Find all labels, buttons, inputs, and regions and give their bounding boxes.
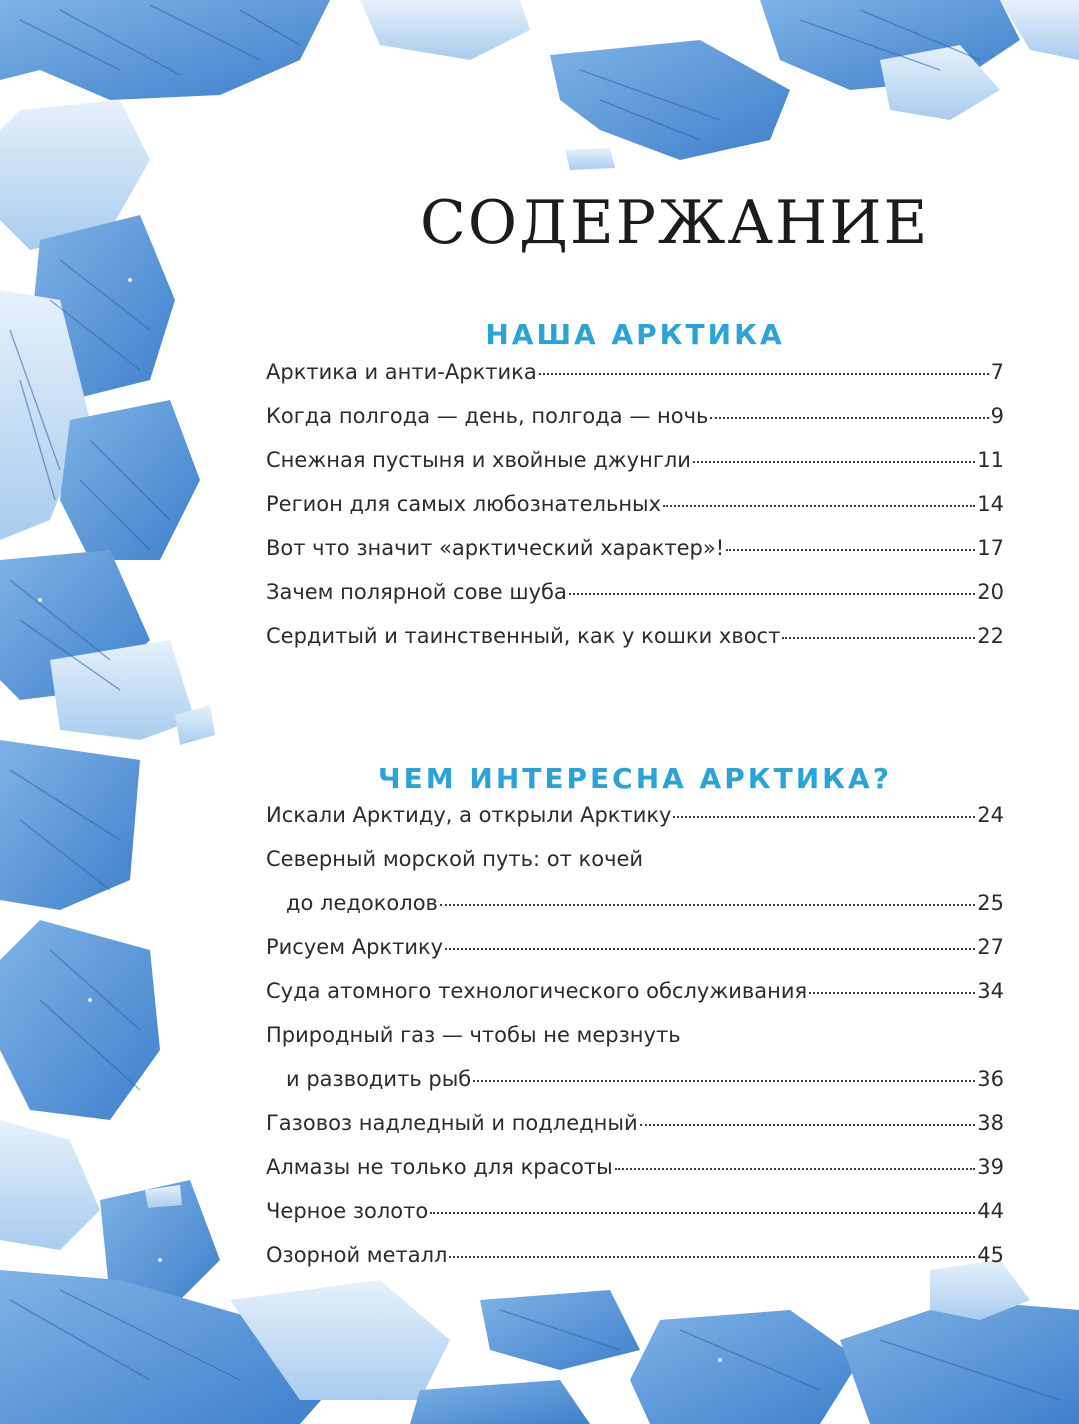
ice-floe <box>0 1120 100 1250</box>
toc-entry-title: Вот что значит «арктический характер»! <box>266 536 725 560</box>
toc-list-our-arctic <box>266 360 1004 668</box>
toc-item[interactable] <box>266 803 1004 847</box>
page-title: СОДЕРЖАНИЕ <box>420 188 930 258</box>
toc-item[interactable] <box>266 1199 1004 1243</box>
toc-entry-title: Когда полгода — день, полгода — ночь <box>266 404 709 428</box>
toc-entry-title: Алмазы не только для красоты <box>266 1155 613 1179</box>
dot-leader <box>449 1256 975 1258</box>
toc-line <box>266 979 1004 1023</box>
dot-leader <box>615 1168 976 1170</box>
dot-leader <box>445 948 975 950</box>
dot-leader <box>663 505 975 507</box>
toc-page-number: 44 <box>977 1199 1004 1223</box>
toc-entry-title: Регион для самых любознательных <box>266 492 662 516</box>
toc-page-number: 20 <box>977 580 1004 604</box>
toc-item[interactable] <box>266 360 1004 404</box>
toc-page-number: 45 <box>977 1243 1004 1267</box>
toc-item[interactable] <box>266 492 1004 536</box>
toc-page-number: 7 <box>990 360 1004 384</box>
toc-entry-title: Природный газ — чтобы не мерзнуть <box>266 1023 681 1047</box>
toc-item[interactable] <box>266 1243 1004 1287</box>
ice-floe <box>630 1310 860 1424</box>
toc-entry-title: Искали Арктиду, а открыли Арктику <box>266 803 672 827</box>
toc-entry-title: Газовоз надледный и подледный <box>266 1111 638 1135</box>
toc-item[interactable] <box>266 404 1004 448</box>
dot-leader <box>473 1080 975 1082</box>
toc-line <box>266 1243 1004 1287</box>
toc-line <box>266 580 1004 624</box>
toc-item[interactable] <box>266 979 1004 1023</box>
toc-line <box>266 492 1004 536</box>
section-heading-our-arctic: НАША АРКТИКА <box>485 318 785 351</box>
toc-page-number: 27 <box>977 935 1004 959</box>
toc-entry-title: Суда атомного технологического обслуживания <box>266 979 808 1003</box>
ice-floe <box>0 920 160 1120</box>
dot-leader <box>430 1212 975 1214</box>
toc-line <box>266 935 1004 979</box>
dot-leader <box>782 637 975 639</box>
dot-leader <box>726 549 975 551</box>
toc-line <box>266 360 1004 404</box>
toc-page-number: 34 <box>977 979 1004 1003</box>
toc-line <box>266 803 1004 847</box>
ice-floe <box>840 1300 1079 1424</box>
toc-entry-title: Северный морской путь: от кочей <box>266 847 644 871</box>
toc-list-why-arctic-interesting <box>266 803 1004 1287</box>
toc-item[interactable] <box>266 580 1004 624</box>
toc-line-continuation <box>266 1067 1004 1111</box>
ice-floe <box>0 740 140 910</box>
dot-leader <box>693 461 975 463</box>
toc-item[interactable] <box>266 1155 1004 1199</box>
ice-floe <box>145 1185 182 1208</box>
toc-page-number: 17 <box>977 536 1004 560</box>
ice-floe <box>410 1380 590 1424</box>
toc-line <box>266 404 1004 448</box>
toc-entry-title-continued: до ледоколов <box>286 891 438 915</box>
ice-floe <box>550 40 790 160</box>
toc-line <box>266 536 1004 580</box>
dot-leader <box>539 373 989 375</box>
toc-line-continuation <box>266 891 1004 935</box>
toc-entry-title: Рисуем Арктику <box>266 935 444 959</box>
toc-item[interactable] <box>266 935 1004 979</box>
toc-line <box>266 847 1004 891</box>
toc-line <box>266 1111 1004 1155</box>
toc-item[interactable] <box>266 624 1004 668</box>
toc-item[interactable] <box>266 536 1004 580</box>
toc-item[interactable] <box>266 847 1004 935</box>
section-heading-why-arctic-interesting: ЧЕМ ИНТЕРЕСНА АРКТИКА? <box>378 762 892 795</box>
toc-item[interactable] <box>266 1023 1004 1111</box>
dot-leader <box>640 1124 976 1126</box>
toc-item[interactable] <box>266 448 1004 492</box>
toc-line <box>266 624 1004 668</box>
dot-leader <box>569 593 975 595</box>
toc-line <box>266 1023 1004 1067</box>
ice-floe <box>360 0 530 60</box>
dot-leader <box>809 992 975 994</box>
toc-page-number: 24 <box>977 803 1004 827</box>
toc-item[interactable] <box>266 1111 1004 1155</box>
toc-entry-title: Арктика и анти-Арктика <box>266 360 537 384</box>
toc-page-number: 38 <box>977 1111 1004 1135</box>
toc-line <box>266 448 1004 492</box>
toc-entry-title: Озорной металл <box>266 1243 448 1267</box>
dot-leader <box>673 816 975 818</box>
toc-page-number: 9 <box>990 404 1004 428</box>
toc-page-number: 39 <box>977 1155 1004 1179</box>
ice-floe <box>0 0 330 100</box>
toc-page-number: 14 <box>977 492 1004 516</box>
dot-leader <box>710 417 988 419</box>
toc-page-number: 25 <box>977 891 1004 915</box>
toc-page-number: 36 <box>977 1067 1004 1091</box>
toc-page-number: 11 <box>977 448 1004 472</box>
toc-line <box>266 1155 1004 1199</box>
toc-entry-title: Сердитый и таинственный, как у кошки хвост <box>266 624 781 648</box>
ice-floe <box>565 148 615 170</box>
toc-entry-title: Зачем полярной сове шуба <box>266 580 567 604</box>
toc-entry-title: Черное золото <box>266 1199 429 1223</box>
toc-entry-title-continued: и разводить рыб <box>286 1067 472 1091</box>
toc-entry-title: Снежная пустыня и хвойные джунгли <box>266 448 691 472</box>
toc-line <box>266 1199 1004 1243</box>
dot-leader <box>440 904 975 906</box>
toc-page-number: 22 <box>977 624 1004 648</box>
